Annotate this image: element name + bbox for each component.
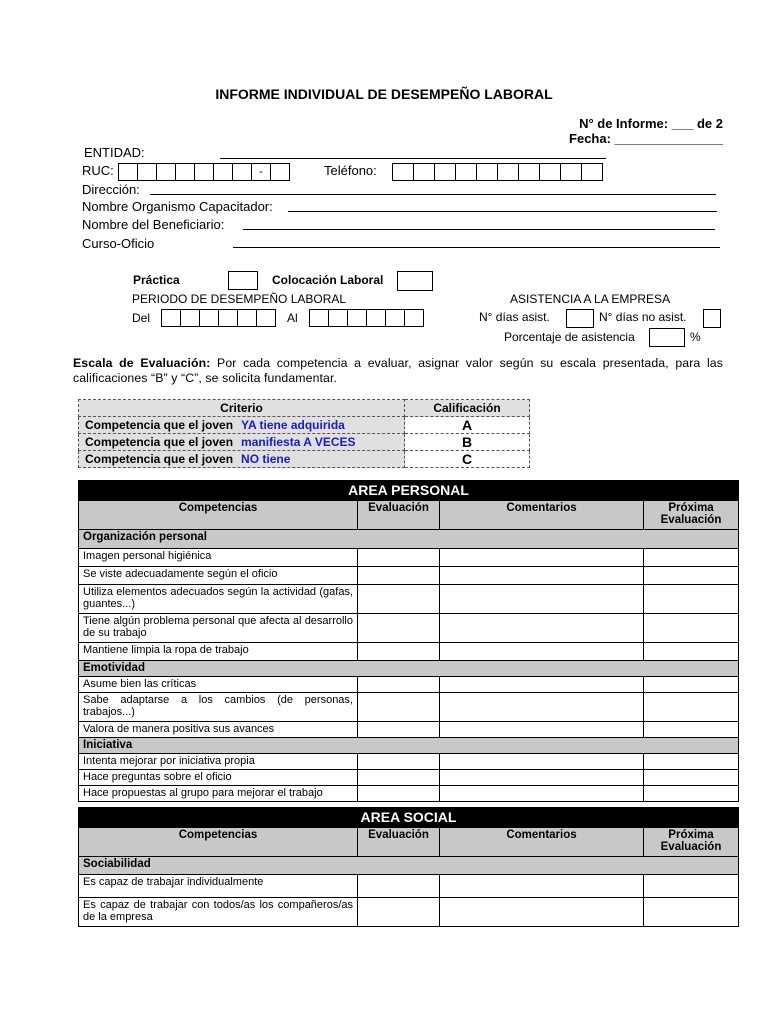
competencia-item: Sabe adaptarse a los cambios (de personas, trabajos...) bbox=[79, 693, 358, 722]
criterio-prefix: Competencia que el joven bbox=[85, 452, 234, 466]
criterio-prefix: Competencia que el joven bbox=[85, 418, 234, 432]
proxima-cell[interactable] bbox=[644, 898, 739, 927]
competencia-item: Tiene algún problema personal que afecta al desarrollo de su trabajo bbox=[79, 614, 358, 643]
competencia-item: Mantiene limpia la ropa de trabajo bbox=[79, 643, 358, 661]
table-row bbox=[79, 549, 739, 567]
organismo-line[interactable] bbox=[288, 211, 717, 212]
competencia-item: Es capaz de trabajar con todos/as los compañeros/as de la empresa bbox=[79, 898, 358, 927]
comentarios-cell[interactable] bbox=[440, 786, 644, 802]
table-row bbox=[79, 693, 739, 722]
table-row bbox=[79, 722, 739, 738]
organismo-label: Nombre Organismo Capacitador: bbox=[82, 199, 273, 214]
comentarios-cell[interactable] bbox=[440, 677, 644, 693]
area-personal-table bbox=[78, 480, 739, 802]
proxima-cell[interactable] bbox=[644, 549, 739, 567]
comentarios-cell[interactable] bbox=[440, 614, 644, 643]
comentarios-cell[interactable] bbox=[440, 643, 644, 661]
direccion-line[interactable] bbox=[150, 194, 716, 195]
entidad-line[interactable] bbox=[220, 158, 606, 159]
criterio-row bbox=[79, 434, 530, 451]
asistencia-label: ASISTENCIA A LA EMPRESA bbox=[510, 292, 671, 306]
proxima-cell[interactable] bbox=[644, 722, 739, 738]
calificacion-header: Calificación bbox=[405, 400, 530, 417]
col-competencias: Competencias bbox=[79, 828, 358, 857]
comentarios-cell[interactable] bbox=[440, 722, 644, 738]
competencia-item: Se viste adecuadamente según el oficio bbox=[79, 567, 358, 585]
area-personal-title: AREA PERSONAL bbox=[79, 481, 739, 501]
porcentaje-box[interactable] bbox=[649, 328, 685, 347]
competencia-item: Valora de manera positiva sus avances bbox=[79, 722, 358, 738]
ruc-dash: - bbox=[251, 163, 271, 181]
criterio-highlight: manifiesta A VECES bbox=[241, 435, 356, 449]
grade-c: C bbox=[405, 451, 530, 468]
dias-no-asist-box[interactable] bbox=[703, 309, 721, 328]
evaluacion-cell[interactable] bbox=[358, 722, 440, 738]
telefono-label: Teléfono: bbox=[324, 163, 377, 178]
col-proxima: Próxima Evaluación bbox=[644, 828, 739, 857]
percent-sign: % bbox=[690, 330, 701, 344]
section-sociabilidad: Sociabilidad bbox=[79, 857, 739, 875]
col-comentarios: Comentarios bbox=[440, 828, 644, 857]
section-emotividad: Emotividad bbox=[79, 661, 739, 677]
table-row bbox=[79, 898, 739, 927]
table-row bbox=[79, 585, 739, 614]
evaluacion-cell[interactable] bbox=[358, 677, 440, 693]
table-row bbox=[79, 677, 739, 693]
periodo-label: PERIODO DE DESEMPEÑO LABORAL bbox=[132, 292, 347, 306]
informe-number: N° de Informe: ___ de 2 bbox=[579, 116, 723, 131]
evaluacion-cell[interactable] bbox=[358, 770, 440, 786]
proxima-cell[interactable] bbox=[644, 875, 739, 898]
del-label: Del bbox=[132, 311, 151, 325]
curso-line[interactable] bbox=[233, 247, 720, 248]
proxima-cell[interactable] bbox=[644, 754, 739, 770]
table-row bbox=[79, 770, 739, 786]
evaluacion-cell[interactable] bbox=[358, 786, 440, 802]
proxima-cell[interactable] bbox=[644, 786, 739, 802]
dias-no-asist-label: N° días no asist. bbox=[599, 310, 687, 324]
table-row bbox=[79, 786, 739, 802]
informe-date: Fecha: _______________ bbox=[569, 131, 723, 146]
competencia-item: Hace preguntas sobre el oficio bbox=[79, 770, 358, 786]
proxima-cell[interactable] bbox=[644, 677, 739, 693]
escala-text: Por cada competencia a evaluar, asignar valor según su escala presentada, para las calificaciones “B” y “C”, se solicita fundamentar. bbox=[73, 356, 723, 385]
curso-label: Curso-Oficio bbox=[82, 236, 155, 251]
del-date-boxes[interactable] bbox=[162, 309, 276, 327]
evaluacion-cell[interactable] bbox=[358, 585, 440, 614]
evaluacion-cell[interactable] bbox=[358, 614, 440, 643]
comentarios-cell[interactable] bbox=[440, 549, 644, 567]
proxima-cell[interactable] bbox=[644, 614, 739, 643]
grade-b: B bbox=[405, 434, 530, 451]
criterio-header: Criterio bbox=[79, 400, 405, 417]
comentarios-cell[interactable] bbox=[440, 567, 644, 585]
table-row bbox=[79, 614, 739, 643]
col-evaluacion: Evaluación bbox=[358, 828, 440, 857]
competencia-item: Es capaz de trabajar individualmente bbox=[79, 875, 358, 898]
practica-checkbox[interactable] bbox=[228, 271, 258, 290]
al-date-boxes[interactable] bbox=[310, 309, 424, 327]
evaluacion-cell[interactable] bbox=[358, 567, 440, 585]
col-proxima: Próxima Evaluación bbox=[644, 501, 739, 530]
beneficiario-line[interactable] bbox=[243, 229, 715, 230]
dias-asist-label: N° días asist. bbox=[479, 310, 550, 324]
colocacion-label: Colocación Laboral bbox=[272, 273, 384, 287]
proxima-cell[interactable] bbox=[644, 567, 739, 585]
evaluacion-cell[interactable] bbox=[358, 754, 440, 770]
telefono-boxes[interactable] bbox=[393, 163, 603, 181]
comentarios-cell[interactable] bbox=[440, 875, 644, 898]
section-iniciativa: Iniciativa bbox=[79, 738, 739, 754]
evaluacion-cell[interactable] bbox=[358, 898, 440, 927]
porcentaje-label: Porcentaje de asistencia bbox=[504, 330, 635, 344]
al-label: Al bbox=[287, 311, 298, 325]
col-comentarios: Comentarios bbox=[440, 501, 644, 530]
competencia-item: Utiliza elementos adecuados según la actividad (gafas, guantes...) bbox=[79, 585, 358, 614]
competencia-item: Hace propuestas al grupo para mejorar el trabajo bbox=[79, 786, 358, 802]
criterio-row bbox=[79, 451, 530, 468]
proxima-cell[interactable] bbox=[644, 693, 739, 722]
col-competencias: Competencias bbox=[79, 501, 358, 530]
evaluacion-cell[interactable] bbox=[358, 549, 440, 567]
competencia-item: Asume bien las críticas bbox=[79, 677, 358, 693]
beneficiario-label: Nombre del Beneficiario: bbox=[82, 217, 225, 232]
ruc-label: RUC: bbox=[82, 163, 114, 178]
table-row bbox=[79, 875, 739, 898]
direccion-label: Dirección: bbox=[82, 182, 140, 197]
entidad-label: ENTIDAD: bbox=[84, 145, 145, 160]
criterio-table bbox=[78, 399, 530, 468]
comentarios-cell[interactable] bbox=[440, 754, 644, 770]
evaluacion-cell[interactable] bbox=[358, 643, 440, 661]
escala-paragraph bbox=[73, 356, 723, 386]
comentarios-cell[interactable] bbox=[440, 770, 644, 786]
criterio-row bbox=[79, 417, 530, 434]
competencia-item: Intenta mejorar por iniciativa propia bbox=[79, 754, 358, 770]
comentarios-cell[interactable] bbox=[440, 898, 644, 927]
page-title: INFORME INDIVIDUAL DE DESEMPEÑO LABORAL bbox=[215, 86, 553, 102]
col-evaluacion: Evaluación bbox=[358, 501, 440, 530]
dias-asist-box[interactable] bbox=[566, 309, 594, 328]
competencia-item: Imagen personal higiénica bbox=[79, 549, 358, 567]
practica-label: Práctica bbox=[133, 273, 180, 287]
criterio-prefix: Competencia que el joven bbox=[85, 435, 234, 449]
proxima-cell[interactable] bbox=[644, 643, 739, 661]
area-social-table bbox=[78, 807, 739, 927]
grade-a: A bbox=[405, 417, 530, 434]
evaluacion-cell[interactable] bbox=[358, 693, 440, 722]
colocacion-checkbox[interactable] bbox=[397, 271, 433, 291]
comentarios-cell[interactable] bbox=[440, 585, 644, 614]
comentarios-cell[interactable] bbox=[440, 693, 644, 722]
proxima-cell[interactable] bbox=[644, 770, 739, 786]
proxima-cell[interactable] bbox=[644, 585, 739, 614]
table-row bbox=[79, 567, 739, 585]
area-social-title: AREA SOCIAL bbox=[79, 808, 739, 828]
escala-label: Escala de Evaluación: bbox=[73, 356, 211, 370]
criterio-highlight: YA tiene adquirida bbox=[241, 418, 345, 432]
section-organizacion: Organización personal bbox=[79, 530, 739, 549]
table-row bbox=[79, 643, 739, 661]
ruc-boxes[interactable] bbox=[119, 163, 290, 181]
evaluacion-cell[interactable] bbox=[358, 875, 440, 898]
table-row bbox=[79, 754, 739, 770]
criterio-highlight: NO tiene bbox=[241, 452, 291, 466]
